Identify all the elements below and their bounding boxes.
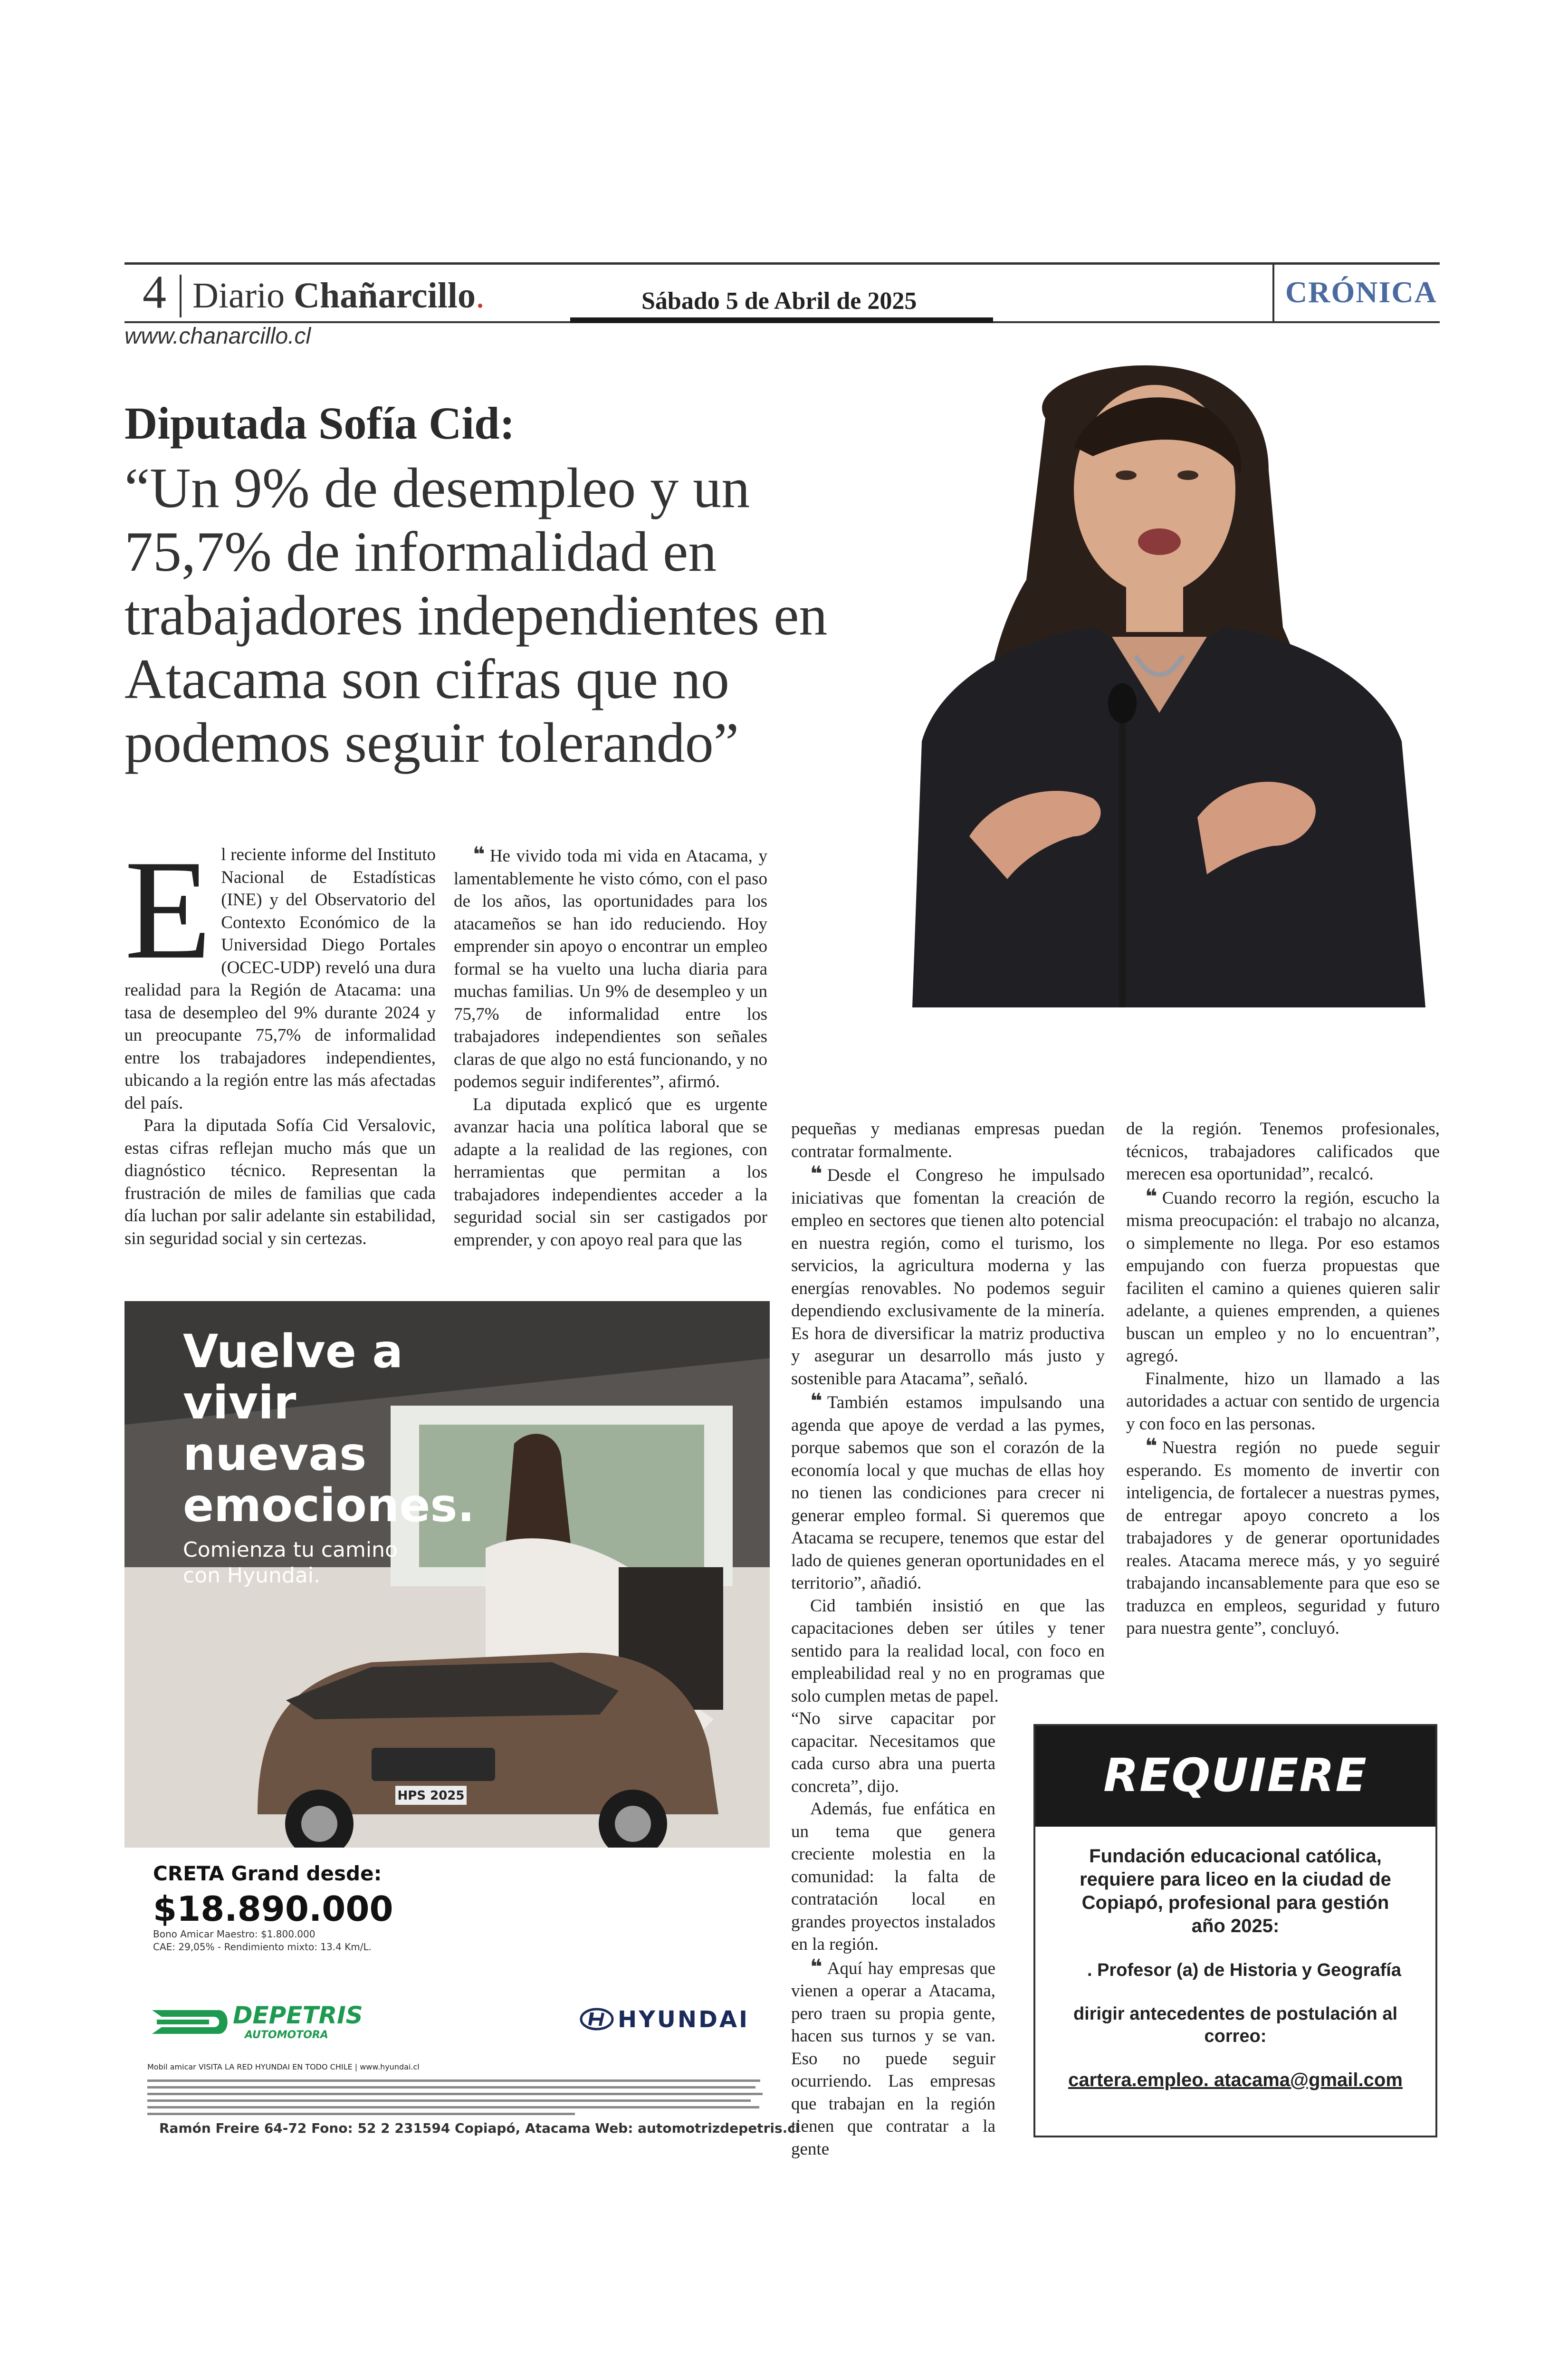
paragraph: “No sirve capacitar por capacitar. Necesitamos que cada curso abra una puerta concreta”, dijo. <box>791 1709 995 1796</box>
page-number: 4 <box>143 266 166 318</box>
ad-headline: Vuelve a vivir nuevas emociones. <box>183 1325 475 1532</box>
article-column-2 <box>454 843 767 1251</box>
page-number-divider <box>180 275 182 317</box>
issue-date: Sábado 5 de Abril de 2025 <box>641 287 917 315</box>
ad-model-label: CRETA Grand desde: <box>153 1862 382 1885</box>
dealer-subtitle: AUTOMOTORA <box>245 2029 328 2041</box>
article-kicker: Diputada Sofía Cid: <box>124 398 515 449</box>
deputy-photo <box>827 333 1440 1007</box>
ad-cae: CAE: 29,05% - Rendimiento mixto: 13.4 Km/L. <box>153 1941 372 1953</box>
brand-name: HYUNDAI <box>618 2006 749 2033</box>
quote-mark-icon: ❝ <box>810 1162 822 1186</box>
classified-instructions: dirigir antecedentes de postulación al correo: <box>1073 2004 1398 2046</box>
classified-email-link[interactable]: cartera.empleo. atacama@gmail.com <box>1068 2069 1403 2090</box>
paragraph: La diputada explicó que es urgente avanzar hacia una política laboral que se adapte a la realidad de las regiones, con herramientas que permitan a los trabajadores independientes acceder a la seguridad social sin ser castigados por emprender, y con apoyo real para que las <box>454 1094 767 1250</box>
classified-title: REQUIERE <box>1103 1749 1367 1802</box>
article-headline: “Un 9% de desempleo y un 75,7% de informalidad en trabajadores independientes en Atacama son cifras que no podemos seguir tolerando” <box>124 456 828 774</box>
article-column-4 <box>1126 1118 1440 1640</box>
paragraph: Finalmente, hizo un llamado a las autoridades a actuar con sentido de urgencia y con foco en las personas. <box>1126 1369 1440 1434</box>
paragraph: He vivido toda mi vida en Atacama, y lamentablemente he visto cómo, con el paso de los años, las oportunidades para los atacameños se han ido reduciendo. Hoy emprender sin apoyo o encontrar un empleo formal se ha vuelto una lucha diaria para muchas familias. Un 9% de desempleo y un 75,7% de informalidad entre los trabajadores independientes son señales claras de que algo no está funcionando, y no podemos seguir indiferentes”, afirmó. <box>454 846 767 1092</box>
paragraph: Nuestra región no puede seguir esperando. Es momento de invertir con inteligencia, de fortalecer a nuestras pymes, de entregar apoyo concreto a los trabajadores y de generar oportunidades reales. Atacama merece más, y yo seguiré trabajando incansablemente para que eso se traduzca en empleos, seguridad y futuro para nuestra gente”, concluyó. <box>1126 1438 1440 1638</box>
paragraph: Desde el Congreso he impulsado iniciativas que fomentan la creación de empleo en sectores que tienen alto potencial en nuestra región, como el turismo, los servicios, la agricultura moderna y las energías renovables. No podemos seguir dependiendo exclusivamente de la minería. Es hora de diversificar la matriz productiva y asegurar un desarrollo más justo y sostenible para Atacama”, señaló. <box>791 1166 1105 1389</box>
ad-price: $18.890.000 <box>153 1889 393 1929</box>
ad-bono: Bono Amicar Maestro: $1.800.000 <box>153 1928 316 1940</box>
quote-mark-icon: ❝ <box>473 843 485 867</box>
paragraph: Aquí hay empresas que vienen a operar a Atacama, pero traen su propia gente, hacen sus turnos y se van. Eso no puede seguir ocurriendo. Las empresas que trabajan en la región tienen que contratar a la gente <box>791 1958 995 2159</box>
hyundai-logo-icon <box>580 2008 614 2031</box>
depetris-logo-icon <box>147 2001 233 2043</box>
classified-org: Fundación educacional católica, requiere para liceo en la ciudad de Copiapó, profesional para gestión año 2025: <box>1080 1846 1391 1936</box>
newspaper-name <box>192 272 485 319</box>
paragraph: Cid también insistió en que las capacitaciones deben ser útiles y tener sentido para la realidad local, con foco en empleabilidad real y no en programas que solo cumplen metas de papel. <box>791 1596 1105 1706</box>
quote-mark-icon: ❝ <box>810 1954 822 1979</box>
newspaper-name-a: Diario <box>192 276 285 316</box>
drop-cap: E <box>124 831 212 988</box>
section-divider <box>1272 262 1274 321</box>
newspaper-name-dot: . <box>476 276 485 316</box>
ad-partners-line: Mobil amicar VISITA LA RED HYUNDAI EN TODO CHILE | www.hyundai.cl <box>147 2062 420 2071</box>
quote-mark-icon: ❝ <box>1145 1184 1157 1209</box>
dealer-name: DEPETRIS <box>233 2002 363 2029</box>
paragraph: Cuando recorro la región, escucho la misma preocupación: el trabajo no alcanza, o simplemente no llega. Por eso estamos empujando con fuerza propuestas que faciliten el camino a quienes quieren salir adelante, a quienes emprenden, a quienes buscan un empleo y no lo encuentran”, agregó. <box>1126 1188 1440 1366</box>
quote-mark-icon: ❝ <box>810 1389 822 1413</box>
website-url[interactable]: www.chanarcillo.cl <box>124 324 311 349</box>
classified-position: . Profesor (a) de Historia y Geografía <box>1087 1960 1401 1980</box>
dealer-address: Ramón Freire 64-72 Fono: 52 2 231594 Copiapó, Atacama Web: automotrizdepetris.cl <box>159 2120 800 2136</box>
paragraph: de la región. Tenemos profesionales, técnicos, trabajadores calificados que merecen esa oportunidad”, recalcó. <box>1126 1119 1440 1184</box>
license-plate: HPS 2025 <box>397 1789 465 1803</box>
quote-mark-icon: ❝ <box>1145 1434 1157 1458</box>
section-name: CRÓNICA <box>1285 275 1437 309</box>
article-column-1 <box>124 831 436 1250</box>
paragraph: Además, fue enfática en un tema que genera creciente molestia en la comunidad: la falta de contratación local en grandes proyectos instalados en la región. <box>791 1799 995 1954</box>
paragraph: pequeñas y medianas empresas puedan contratar formalmente. <box>791 1119 1105 1161</box>
newspaper-name-b: Chañarcillo <box>294 276 476 316</box>
paragraph: Para la diputada Sofía Cid Versalovic, estas cifras reflejan mucho más que un diagnóstico técnico. Representan la frustración de miles de familias que cada día luchan por salir adelante sin estabilidad, sin seguridad social y sin certezas. <box>124 1116 436 1248</box>
ad-fine-print <box>147 2077 765 2119</box>
header-top-rule <box>124 262 1440 265</box>
paragraph: También estamos impulsando una agenda que apoye de verdad a las pymes, porque sabemos que son el corazón de la economía local y que muchas de ellas hoy no tienen las condiciones para crecer ni generar empleo formal. Si queremos que Atacama se recupere, tenemos que estar del lado de quienes generan oportunidades en el territorio”, añadió. <box>791 1393 1105 1593</box>
ad-subtitle: Comienza tu camino con Hyundai. <box>183 1538 398 1588</box>
date-bar <box>570 317 993 323</box>
paragraph: l reciente informe del Instituto Nacional de Estadísticas (INE) y del Observatorio del Contexto Económico de la Universidad Diego Portales (OCEC-UDP) reveló una dura realidad para la Región de Atacama: una tasa de desempleo del 9% durante 2024 y un preocupante 75,7% de informalidad entre los trabajadores independientes, ubicando a la región entre las más afectadas del país. <box>124 845 436 1113</box>
